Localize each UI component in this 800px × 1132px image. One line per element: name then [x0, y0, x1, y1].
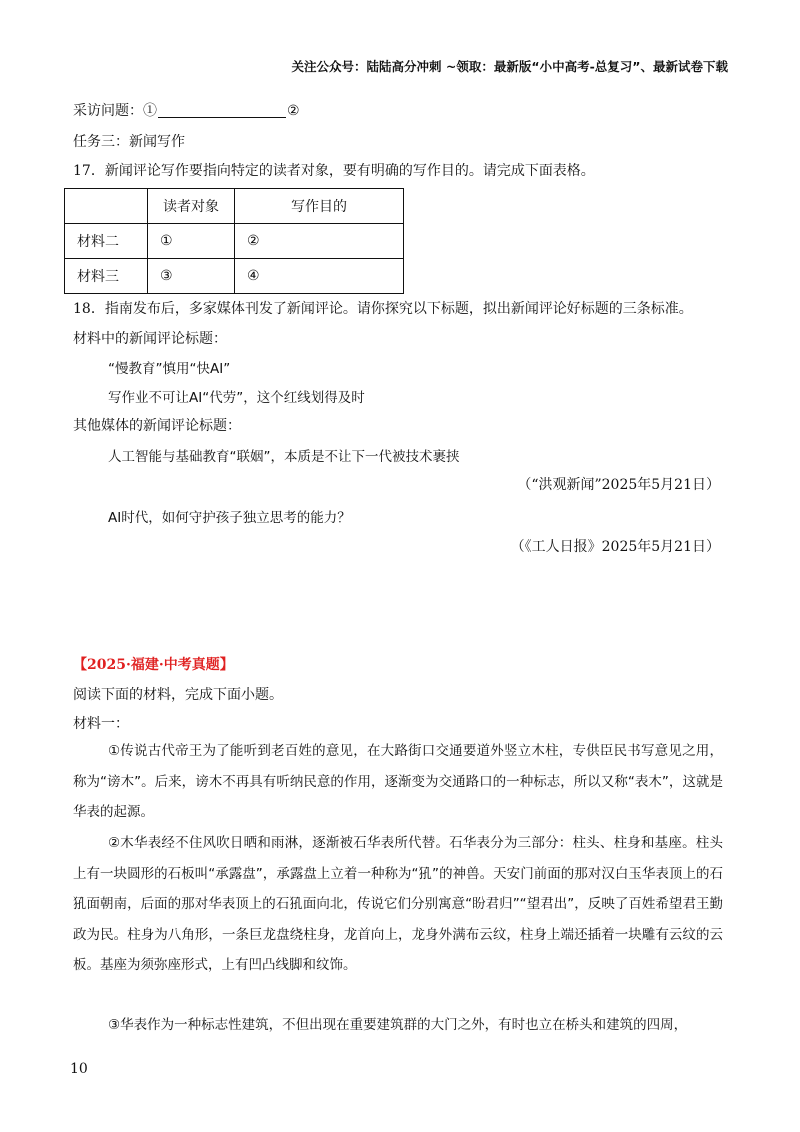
other-titles-label: 其他媒体的新闻评论标题：	[73, 418, 241, 434]
interview-question-line	[73, 100, 300, 120]
table-cell: 材料三	[65, 259, 148, 294]
table-row	[65, 259, 404, 294]
material-title: “慢教育”慎用“快AI”	[108, 361, 231, 377]
paragraph-text: ③华表作为一种标志性建筑，不但出现在重要建筑群的大门之外，有时也立在桥头和建筑的四周，	[108, 1017, 688, 1033]
answer-table	[64, 188, 404, 294]
table-header-cell	[65, 189, 148, 224]
table-cell[interactable]: ④	[235, 259, 404, 294]
other-title: 人工智能与基础教育“联姻”，本质是不让下一代被技术裹挟	[108, 449, 460, 465]
table-header-cell: 读者对象	[148, 189, 235, 224]
other-title: AI时代，如何守护孩子独立思考的能力？	[108, 510, 351, 526]
table-row	[65, 224, 404, 259]
table-cell: 材料二	[65, 224, 148, 259]
paragraph-text: ①传说古代帝王为了能听到老百姓的意见，在大路街口交通要道外竖立木柱，专供臣民书写意见之用，称为“谤木”。后来，谤木不再具有听纳民意的作用，逐渐变为交通路口的一种标志，所以又称“表木”，这就是华表的起源。	[73, 743, 723, 820]
instruction: 阅读下面的材料，完成下面小题。	[73, 687, 283, 703]
title-source: （《工人日报》2025年5月21日）	[510, 539, 720, 555]
table-header-row	[65, 189, 404, 224]
page-header: 关注公众号：陆陆高分冲刺 ~领取：最新版“小中高考-总复习”、最新试卷下载	[291, 59, 728, 74]
table-cell[interactable]: ②	[235, 224, 404, 259]
title-source: （“洪观新闻”2025年5月21日）	[517, 477, 720, 493]
material-titles-label: 材料中的新闻评论标题：	[73, 331, 227, 347]
task3-heading: 任务三：新闻写作	[73, 134, 185, 150]
interview-second-mark: ②	[287, 103, 300, 119]
question-18: 18．指南发布后，多家媒体刊发了新闻评论。请你探究以下标题，拟出新闻评论好标题的三条标准。	[73, 301, 693, 317]
table-cell[interactable]: ①	[148, 224, 235, 259]
exam-tag: 【2025·福建·中考真题】	[73, 657, 234, 673]
answer-blank[interactable]	[158, 103, 286, 118]
table-cell[interactable]: ③	[148, 259, 235, 294]
material-title: 写作业不可让AI“代劳”，这个红线划得及时	[108, 390, 365, 406]
table-header-cell: 写作目的	[235, 189, 404, 224]
question-17: 17．新闻评论写作要指向特定的读者对象，要有明确的写作目的。请完成下面表格。	[73, 163, 595, 179]
paragraph	[73, 736, 723, 828]
interview-label: 采访问题：①	[73, 103, 157, 119]
paragraph-text: ②木华表经不住风吹日晒和雨淋，逐渐被石华表所代替。石华表分为三部分：柱头、柱身和基座。柱头上有一块圆形的石板叫“承露盘”，承露盘上立着一种称为“犼”的神兽。天安门前面的那对汉白玉华表顶上的石犼面朝南，后面的那对华表顶上的石犼面向北，传说它们分别寓意“盼君归”“望君出”，反映了百姓希望君王勤政为民。柱身为八角形，一条巨龙盘绕柱身，龙首向上，龙身外满布云纹，柱身上端还插着一块雕有云纹的云板。基座为须弥座形式，上有凹凸线脚和纹饰。	[73, 835, 723, 973]
material1-label: 材料一：	[73, 716, 129, 732]
paragraph	[73, 828, 723, 981]
page-number: 10	[70, 1061, 88, 1077]
paragraph	[73, 1010, 723, 1041]
